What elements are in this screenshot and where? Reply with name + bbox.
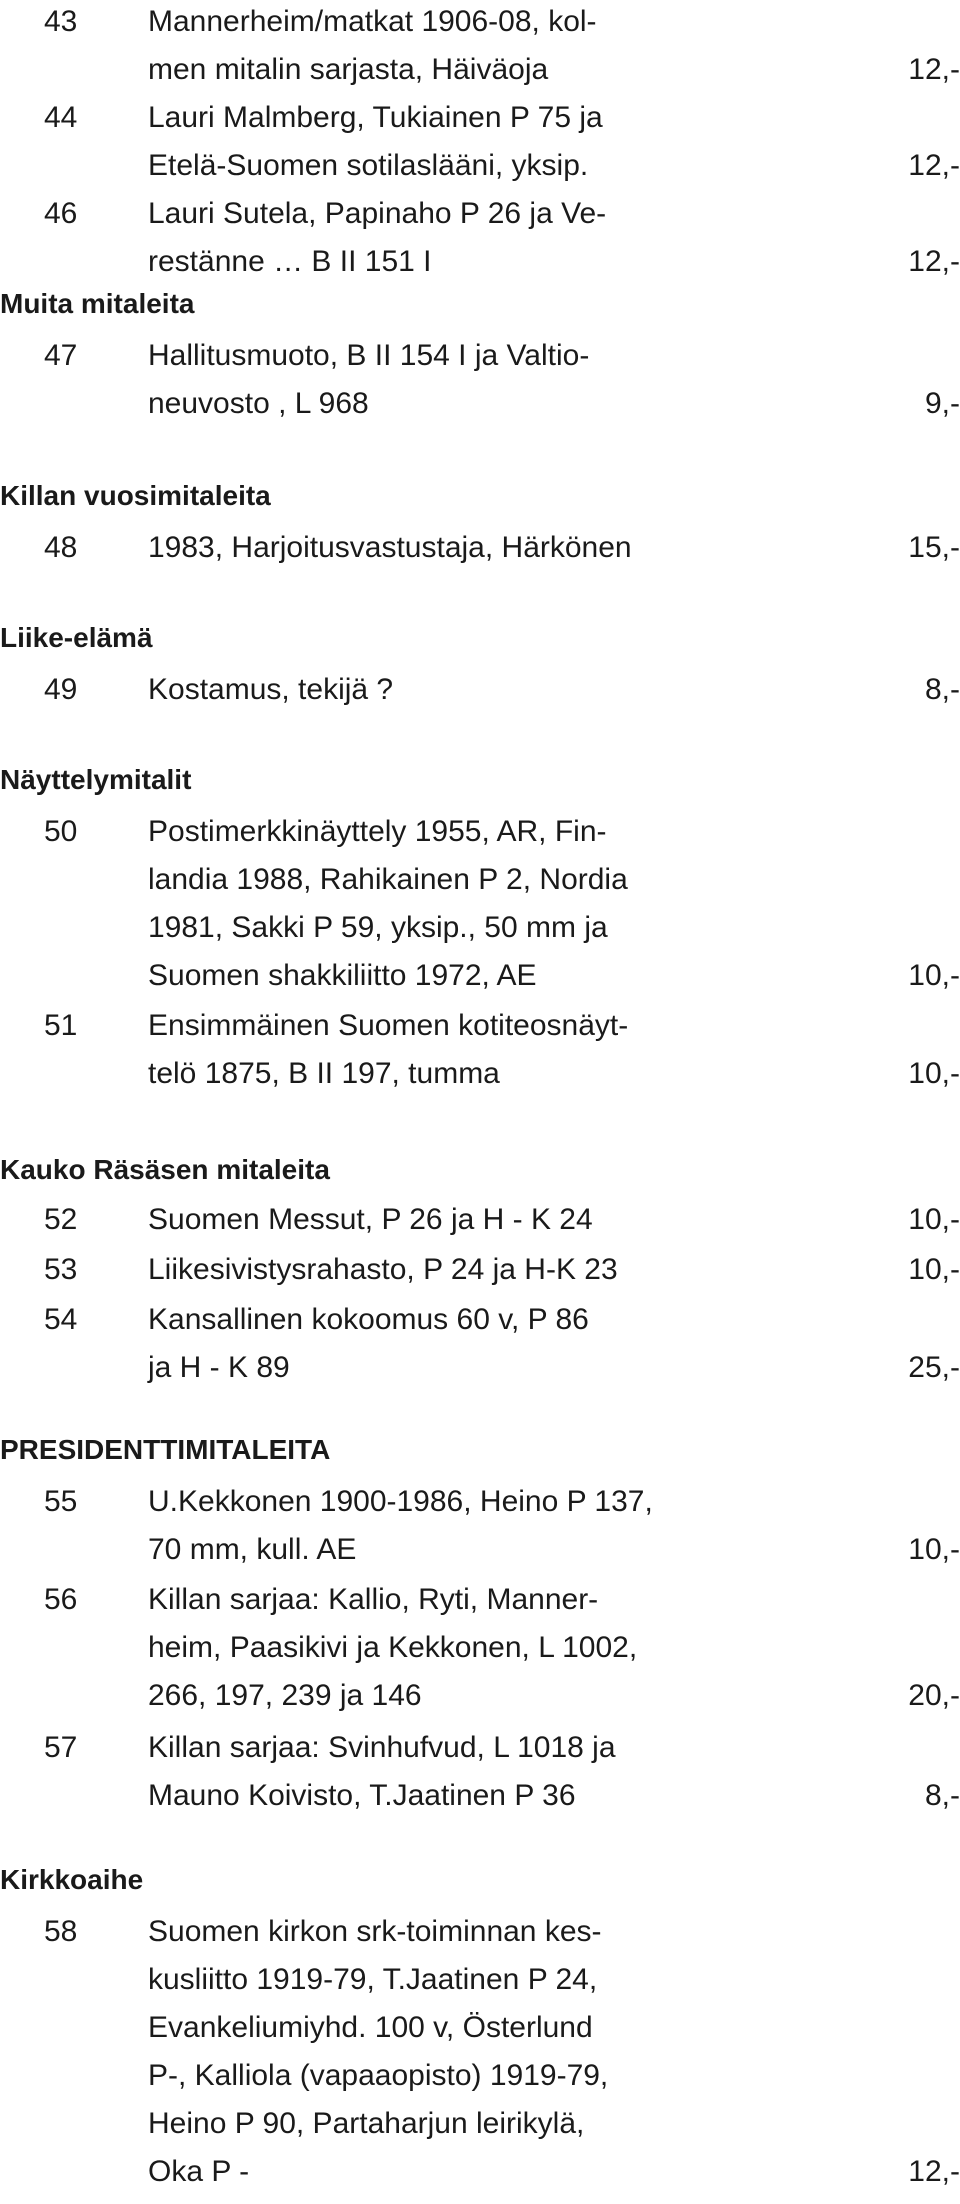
item-description-line: P-, Kalliola (vapaaopisto) 1919-79, — [148, 2059, 609, 2092]
item-price: 12,- — [908, 149, 960, 182]
item-price: 25,- — [908, 1351, 960, 1384]
item-description-line: Killan sarjaa: Kallio, Ryti, Manner- — [148, 1583, 599, 1616]
item-description-line: Etelä-Suomen sotilaslääni, yksip. — [148, 149, 589, 182]
item-number: 48 — [44, 531, 78, 564]
item-description-line: telö 1875, B II 197, tumma — [148, 1057, 500, 1090]
item-number: 54 — [44, 1303, 78, 1336]
item-description-line: Hallitusmuoto, B II 154 I ja Valtio- — [148, 339, 590, 372]
item-description-line: heim, Paasikivi ja Kekkonen, L 1002, — [148, 1631, 638, 1664]
section-heading: PRESIDENTTIMITALEITA — [0, 1434, 331, 1465]
item-description-line: Heino P 90, Partaharjun leirikylä, — [148, 2107, 585, 2140]
item-description-line: Ensimmäinen Suomen kotiteosnäyt- — [148, 1009, 629, 1042]
item-description-line: Mannerheim/matkat 1906-08, kol- — [148, 5, 597, 38]
item-price: 12,- — [908, 245, 960, 278]
section-heading: Muita mitaleita — [0, 288, 195, 319]
section-heading: Kauko Räsäsen mitaleita — [0, 1154, 330, 1185]
item-number: 52 — [44, 1203, 78, 1236]
item-description-line: Evankeliumiyhd. 100 v, Österlund — [148, 2011, 593, 2044]
item-price: 9,- — [924, 387, 960, 420]
item-description-line: 70 mm, kull. AE — [148, 1533, 357, 1566]
item-price: 8,- — [924, 1779, 960, 1812]
item-number: 46 — [44, 197, 78, 230]
item-description-line: 1983, Harjoitusvastustaja, Härkönen — [148, 531, 632, 564]
section-heading: Kirkkoaihe — [0, 1864, 144, 1895]
item-price: 8,- — [924, 673, 960, 706]
item-price: 12,- — [908, 53, 960, 86]
item-description-line: 266, 197, 239 ja 146 — [148, 1679, 422, 1712]
item-number: 58 — [44, 1915, 78, 1948]
item-number: 50 — [44, 815, 78, 848]
item-description-line: Lauri Malmberg, Tukiainen P 75 ja — [148, 101, 603, 134]
item-price: 10,- — [908, 1057, 960, 1090]
item-number: 47 — [44, 339, 78, 372]
item-price: 10,- — [908, 1533, 960, 1566]
section-heading: Liike-elämä — [0, 622, 153, 653]
section-heading: Näyttelymitalit — [0, 764, 192, 795]
item-number: 43 — [44, 5, 78, 38]
item-number: 55 — [44, 1485, 78, 1518]
item-number: 57 — [44, 1731, 78, 1764]
item-description-line: restänne … B II 151 I — [148, 245, 432, 278]
item-description-line: Liikesivistysrahasto, P 24 ja H-K 23 — [148, 1253, 618, 1286]
item-description-line: Suomen kirkon srk-toiminnan kes- — [148, 1915, 602, 1948]
item-price: 12,- — [908, 2155, 960, 2188]
item-number: 53 — [44, 1253, 78, 1286]
item-price: 20,- — [908, 1679, 960, 1712]
item-description-line: landia 1988, Rahikainen P 2, Nordia — [148, 863, 628, 896]
item-number: 49 — [44, 673, 78, 706]
item-description-line: Mauno Koivisto, T.Jaatinen P 36 — [148, 1779, 576, 1812]
item-number: 44 — [44, 101, 78, 134]
item-price: 10,- — [908, 959, 960, 992]
section-heading: Killan vuosimitaleita — [0, 480, 271, 511]
item-description-line: Kostamus, tekijä ? — [148, 673, 394, 706]
item-number: 51 — [44, 1009, 78, 1042]
item-description-line: Suomen Messut, P 26 ja H - K 24 — [148, 1203, 593, 1236]
item-description-line: Killan sarjaa: Svinhufvud, L 1018 ja — [148, 1731, 616, 1764]
item-description-line: kusliitto 1919-79, T.Jaatinen P 24, — [148, 1963, 598, 1996]
item-description-line: U.Kekkonen 1900-1986, Heino P 137, — [148, 1485, 653, 1518]
item-description-line: ja H - K 89 — [148, 1351, 290, 1384]
item-description-line: men mitalin sarjasta, Häiväoja — [148, 53, 549, 86]
item-price: 10,- — [908, 1253, 960, 1286]
item-description-line: Postimerkkinäyttely 1955, AR, Fin- — [148, 815, 607, 848]
item-description-line: 1981, Sakki P 59, yksip., 50 mm ja — [148, 911, 608, 944]
item-number: 56 — [44, 1583, 78, 1616]
item-price: 10,- — [908, 1203, 960, 1236]
item-price: 15,- — [908, 531, 960, 564]
item-description-line: Suomen shakkiliitto 1972, AE — [148, 959, 537, 992]
item-description-line: neuvosto , L 968 — [148, 387, 369, 420]
item-description-line: Oka P - — [148, 2155, 250, 2188]
item-description-line: Lauri Sutela, Papinaho P 26 ja Ve- — [148, 197, 607, 230]
item-description-line: Kansallinen kokoomus 60 v, P 86 — [148, 1303, 589, 1336]
